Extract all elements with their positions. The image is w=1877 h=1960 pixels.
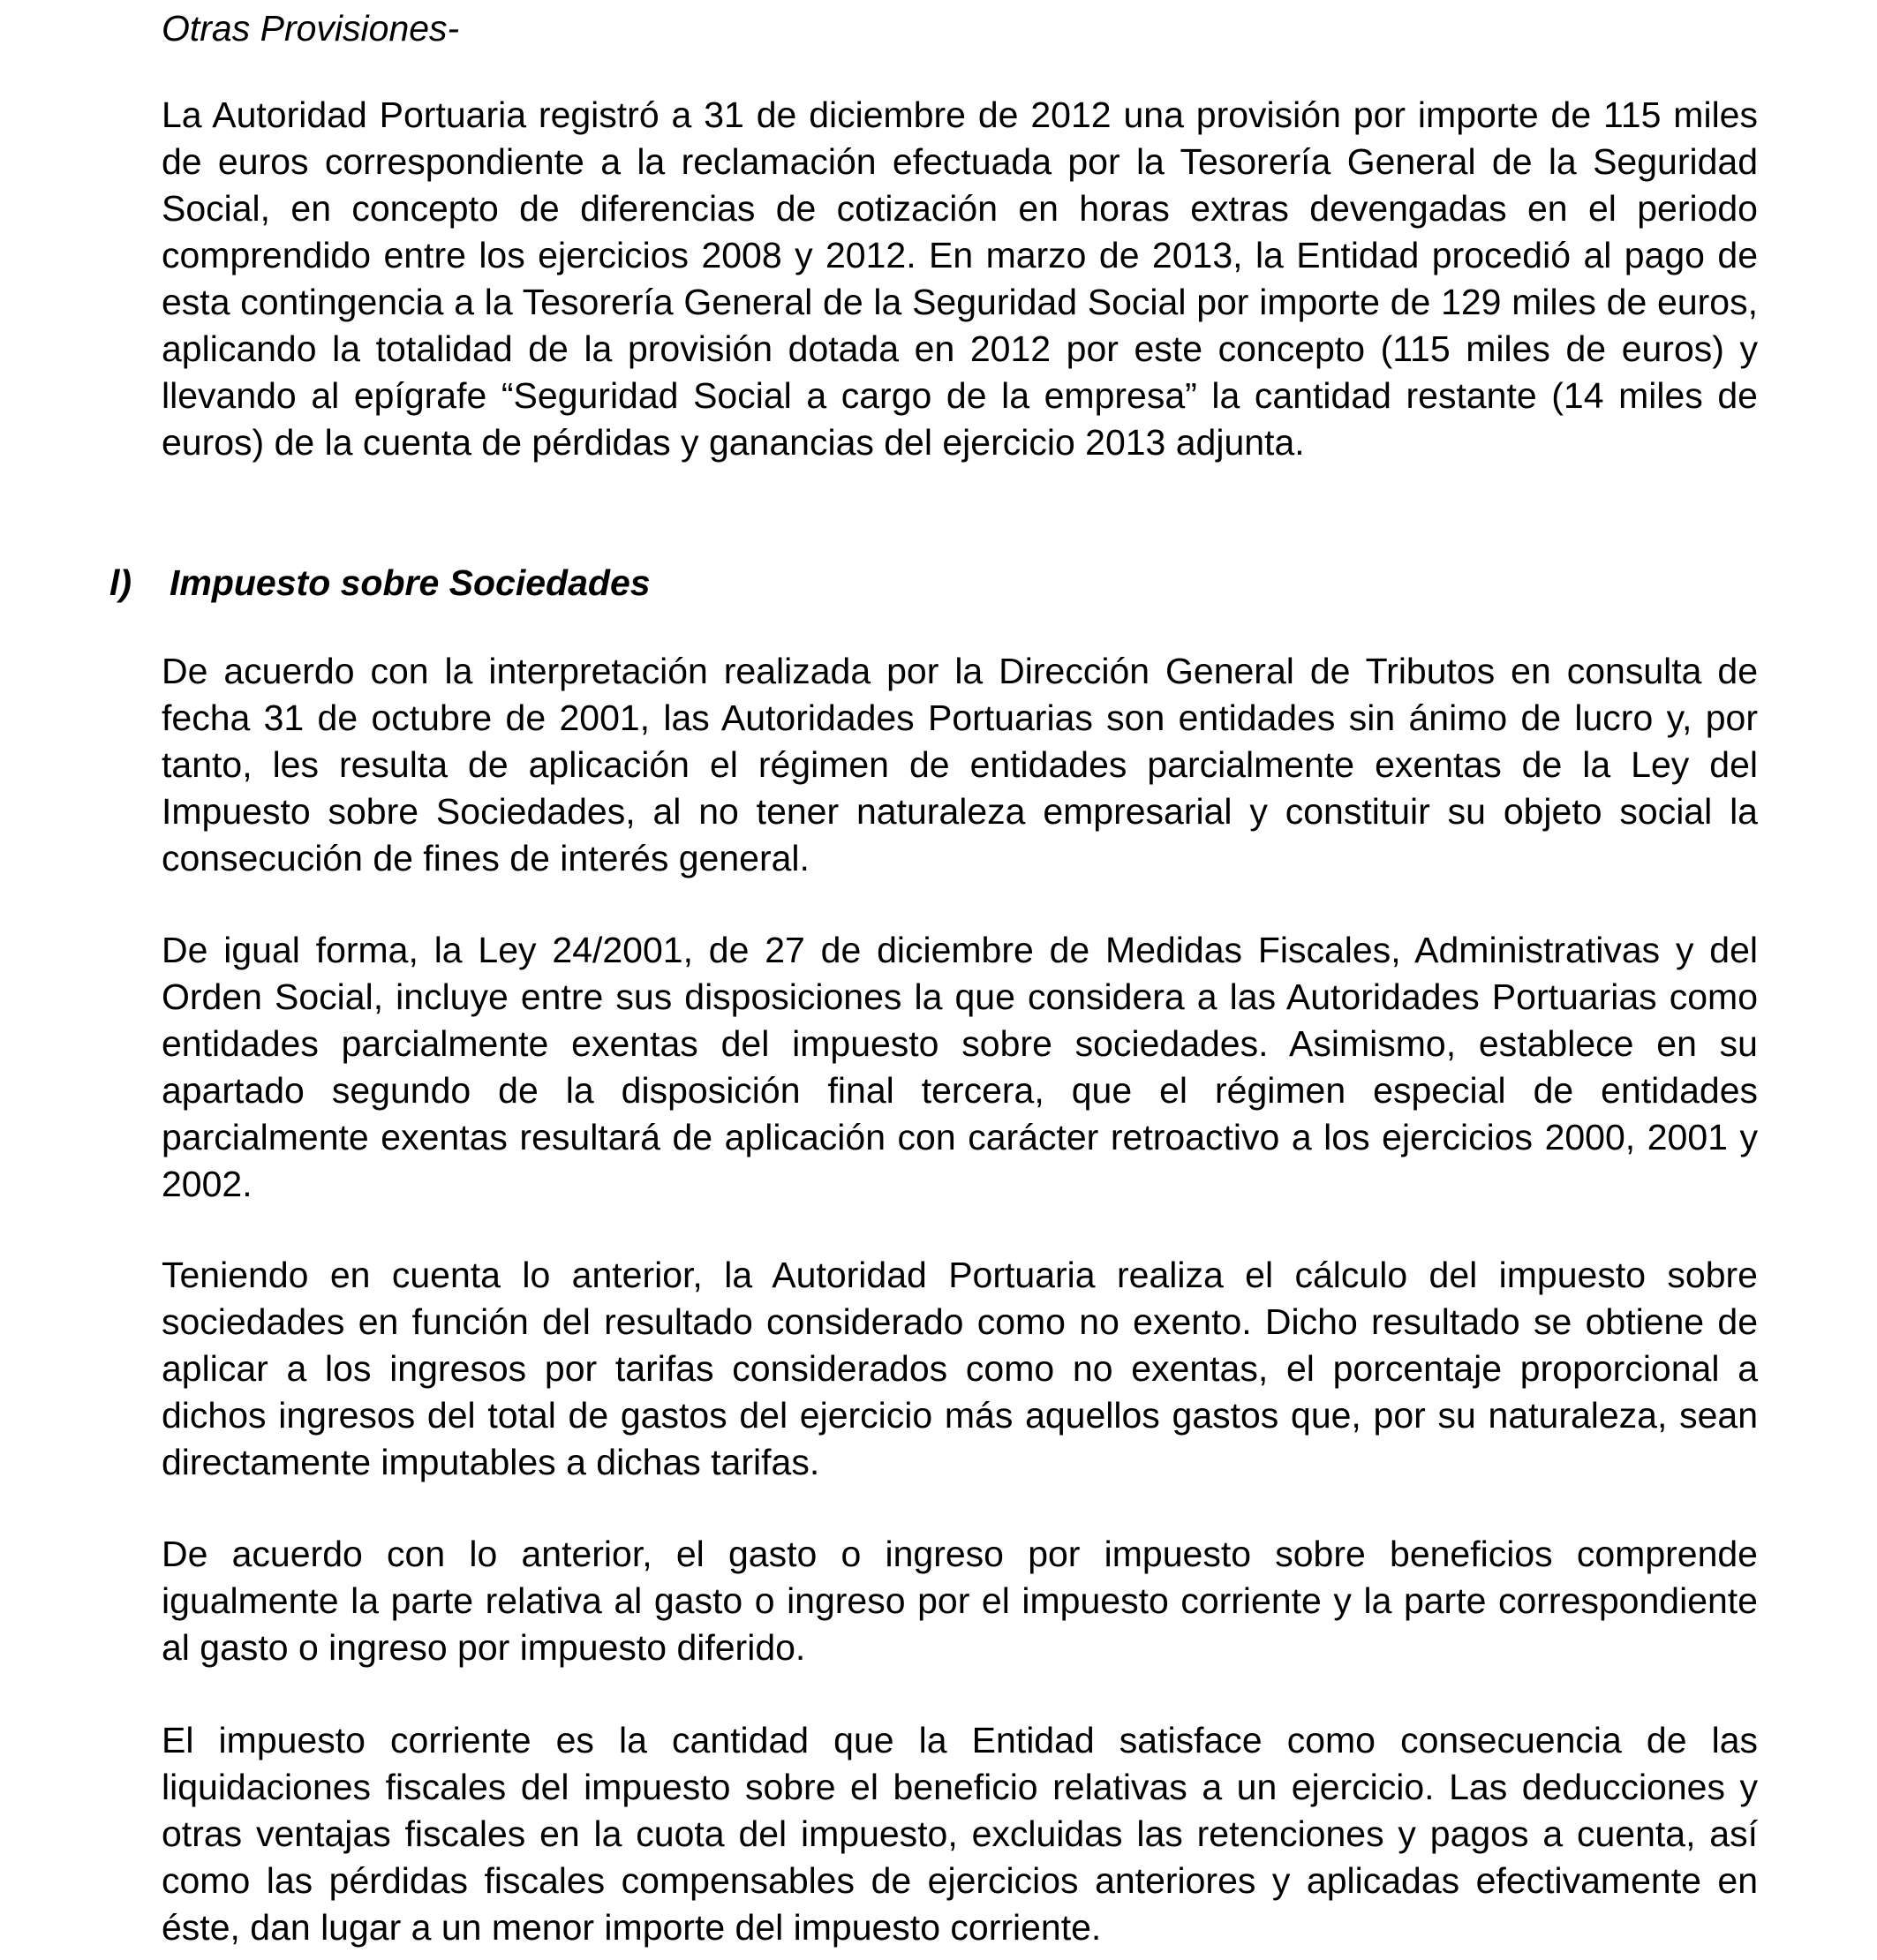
paragraph-provision: La Autoridad Portuaria registró a 31 de diciembre de 2012 una provisión por importe de 115 miles de euros correspondiente a la reclamación efectuada por la Tesorería General de la Seguridad Social, en concepto de diferencias de cotización en horas extras devengadas en el periodo comprendido entre los ejercicios 2008 y 2012. En marzo de 2013, la Entidad procedió al pago de esta contingencia a la Tesorería General de la Seguridad Social por importe de 129 miles de euros, aplicando la totalidad de la provisión dotada en 2012 por este concepto (115 miles de euros) y llevando al epígrafe “Seguridad Social a cargo de la empresa” la cantidad restante (14 miles de euros) de la cuenta de pérdidas y ganancias del ejercicio 2013 adjunta. xyxy=(162,94,1758,463)
paragraph-gasto-ingreso: De acuerdo con lo anterior, el gasto o ingreso por impuesto sobre beneficios comprende igualmente la parte relativa al gasto o ingreso por el impuesto corriente y la parte correspondiente al gasto o ingreso por impuesto diferido. xyxy=(162,1534,1758,1668)
section-letter: l) xyxy=(109,562,132,603)
paragraph-interpretacion: De acuerdo con la interpretación realizada por la Dirección General de Tributos en consulta de fecha 31 de octubre de 2001, las Autoridades Portuarias son entidades sin ánimo de lucro y, por tanto, les resulta de aplicación el régimen de entidades parcialmente exentas de la Ley del Impuesto sobre Sociedades, al no tener naturaleza empresarial y constituir su objeto social la consecución de fines de interés general. xyxy=(162,651,1758,878)
subheading-otras-provisiones: Otras Provisiones- xyxy=(162,8,460,49)
section-heading-impuesto xyxy=(109,560,651,607)
paragraph-impuesto-corriente: El impuesto corriente es la cantidad que la Entidad satisface como consecuencia de las liquidaciones fiscales del impuesto sobre el beneficio relativas a un ejercicio. Las deducciones y otras ventajas fiscales en la cuota del impuesto, excluidas las retenciones y pagos a cuenta, así como las pérdidas fiscales compensables de ejercicios anteriores y aplicadas efectivamente en éste, dan lugar a un menor importe del impuesto corriente. xyxy=(162,1720,1758,1948)
paragraph-calculo-impuesto: Teniendo en cuenta lo anterior, la Autoridad Portuaria realiza el cálculo del impuesto sobre sociedades en función del resultado considerado como no exento. Dicho resultado se obtiene de aplicar a los ingresos por tarifas considerados como no exentas, el porcentaje proporcional a dichos ingresos del total de gastos del ejercicio más aquellos gastos que, por su naturaleza, sean directamente imputables a dichas tarifas. xyxy=(162,1255,1758,1482)
section-title: Impuesto sobre Sociedades xyxy=(170,562,651,603)
paragraph-ley-24-2001: De igual forma, la Ley 24/2001, de 27 de diciembre de Medidas Fiscales, Administrativas y del Orden Social, incluye entre sus disposiciones la que considera a las Autoridades Portuarias como entidades parcialmente exentas del impuesto sobre sociedades. Asimismo, establece en su apartado segundo de la disposición final tercera, que el régimen especial de entidades parcialmente exentas resultará de aplicación con carácter retroactivo a los ejercicios 2000, 2001 y 2002. xyxy=(162,930,1758,1204)
